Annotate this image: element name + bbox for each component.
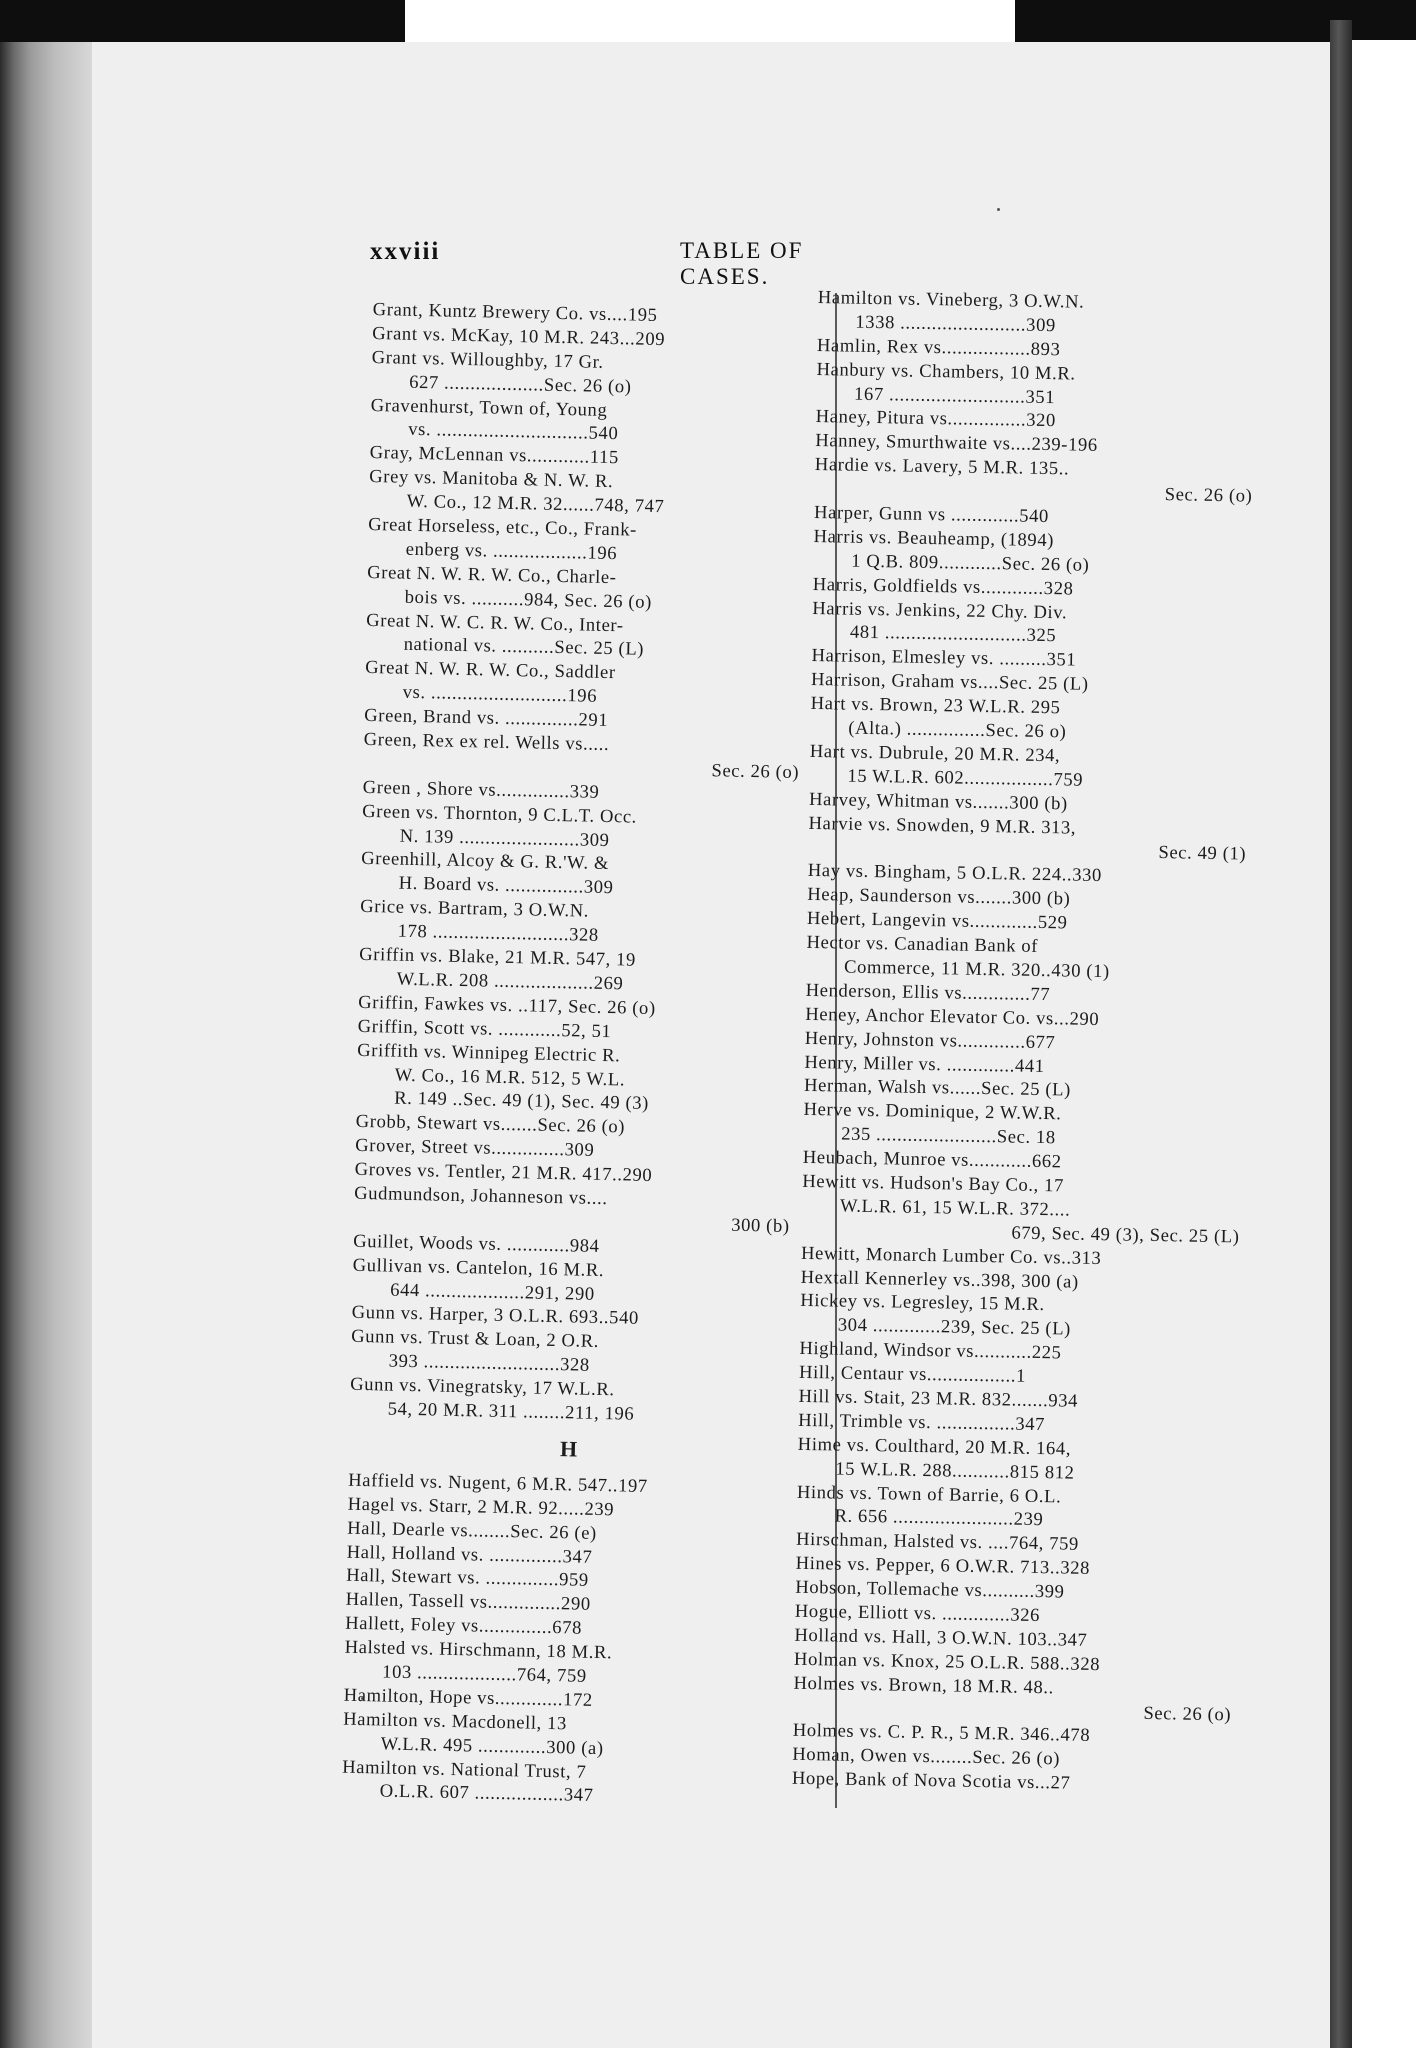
case-entry-line: Heap, Saunderson vs.......300 (b) bbox=[807, 884, 1071, 910]
case-entry-line: 1 Q.B. 809............Sec. 26 (o) bbox=[851, 550, 1090, 576]
case-entry-line: Hines vs. Pepper, 6 O.W.R. 713..328 bbox=[795, 1553, 1091, 1580]
case-entry-line: vs. ..........................196 bbox=[402, 681, 598, 708]
case-entry-line: Hope, Bank of Nova Scotia vs...27 bbox=[791, 1767, 1071, 1794]
case-entry-line: national vs. ..........Sec. 25 (L) bbox=[403, 634, 645, 661]
case-entry-line: Green, Rex ex rel. Wells vs..... bbox=[363, 728, 610, 756]
case-entry-line: bois vs. ..........984, Sec. 26 (o) bbox=[404, 586, 653, 613]
case-entry-line: Griffith vs. Winnipeg Electric R. bbox=[357, 1039, 621, 1066]
left-index-column bbox=[341, 298, 812, 1812]
case-entry-line: (Alta.) ...............Sec. 26 o) bbox=[848, 717, 1067, 743]
case-entry-line: 15 W.L.R. 602.................759 bbox=[847, 765, 1084, 791]
case-entry-line: Grant, Kuntz Brewery Co. vs....195 bbox=[372, 298, 658, 326]
case-entry-line: enberg vs. ..................196 bbox=[405, 538, 618, 565]
paper-speck bbox=[997, 208, 1000, 211]
case-entry-line: Hill, Centaur vs.................1 bbox=[798, 1361, 1027, 1387]
case-entry-line: Hextall Kennerley vs..398, 300 (a) bbox=[800, 1266, 1079, 1293]
page-binding-edge bbox=[0, 42, 92, 2048]
case-entry-line: 679, Sec. 49 (3), Sec. 25 (L) bbox=[1011, 1222, 1240, 1248]
case-entry-line: Great N. W. R. W. Co., Charle- bbox=[367, 561, 617, 588]
case-entry-line: 644 ...................291, 290 bbox=[390, 1279, 595, 1305]
case-entry-line: 1338 ........................309 bbox=[855, 311, 1057, 337]
case-entry-line: Heney, Anchor Elevator Co. vs...290 bbox=[805, 1003, 1100, 1030]
right-index-column bbox=[792, 286, 1260, 1799]
case-entry-line: Sec. 26 (o) bbox=[1143, 1702, 1232, 1725]
scan-top-border bbox=[0, 0, 1416, 42]
case-entry-line: 235 .......................Sec. 18 bbox=[841, 1123, 1056, 1149]
case-entry-line: Hogue, Elliott vs. .............326 bbox=[794, 1600, 1041, 1627]
case-entry-line: W. Co., 16 M.R. 512, 5 W.L. bbox=[394, 1064, 626, 1090]
case-entry-line: Herman, Walsh vs......Sec. 25 (L) bbox=[803, 1075, 1072, 1101]
case-entry-line: Grant vs. McKay, 10 M.R. 243...209 bbox=[372, 322, 666, 351]
case-entry-line: Gullivan vs. Cantelon, 16 M.R. bbox=[352, 1254, 605, 1281]
case-entry-line: vs. .............................540 bbox=[408, 419, 619, 445]
case-entry-line: 481 ...........................325 bbox=[849, 622, 1057, 647]
case-entry-line: Sec. 49 (1) bbox=[1158, 842, 1247, 866]
case-entry-line: Green, Brand vs. ..............291 bbox=[364, 705, 609, 732]
scan-top-dark-right bbox=[1015, 0, 1416, 42]
case-entry-line: Grant vs. Willoughby, 17 Gr. bbox=[371, 346, 604, 373]
case-entry-line: Hamilton vs. National Trust, 7 bbox=[342, 1756, 587, 1783]
case-entry-line: Hewitt, Monarch Lumber Co. vs..313 bbox=[800, 1242, 1102, 1269]
case-entry-line: 304 .............239, Sec. 25 (L) bbox=[837, 1314, 1072, 1340]
case-entry-line: W. Co., 12 M.R. 32......748, 747 bbox=[406, 490, 665, 518]
case-entry-line: 167 ..........................351 bbox=[853, 383, 1056, 408]
case-entry-line: Guillet, Woods vs. ............984 bbox=[353, 1230, 600, 1257]
case-entry-line: Gravenhurst, Town of, Young bbox=[370, 394, 608, 421]
case-entry-line: Hallett, Foley vs..............678 bbox=[345, 1612, 583, 1639]
case-entry-line: Hanbury vs. Chambers, 10 M.R. bbox=[816, 358, 1076, 385]
case-entry-line: Highland, Windsor vs...........225 bbox=[799, 1338, 1062, 1364]
case-entry-line: 15 W.L.R. 288...........815 812 bbox=[835, 1458, 1075, 1484]
case-entry-line: Hime vs. Coulthard, 20 M.R. 164, bbox=[797, 1433, 1072, 1460]
case-entry-line: Hall, Holland vs. ..............347 bbox=[346, 1541, 593, 1568]
case-entry-line: 103 ...................764, 759 bbox=[382, 1661, 587, 1687]
case-entry-line: Harris vs. Beauheamp, (1894) bbox=[813, 525, 1055, 552]
case-entry-line: Hart vs. Brown, 23 W.L.R. 295 bbox=[810, 693, 1061, 719]
case-entry-line: Holman vs. Knox, 25 O.L.R. 588..328 bbox=[793, 1648, 1101, 1675]
case-entry-line: Harris, Goldfields vs............328 bbox=[812, 573, 1074, 600]
case-entry-line: Great Horseless, etc., Co., Frank- bbox=[368, 513, 638, 541]
case-entry-line: H. Board vs. ...............309 bbox=[398, 873, 614, 899]
case-entry-line: Gray, McLennan vs............115 bbox=[369, 442, 620, 469]
case-entry-line: Hamilton, Hope vs.............172 bbox=[343, 1684, 594, 1711]
case-entry-line: 300 (b) bbox=[731, 1214, 790, 1237]
case-entry-line: Hickey vs. Legresley, 15 M.R. bbox=[800, 1290, 1045, 1316]
section-letter-heading: H bbox=[559, 1436, 579, 1462]
case-entry-line: Henderson, Ellis vs.............77 bbox=[805, 979, 1051, 1005]
page-number: xxviii bbox=[370, 238, 441, 265]
case-entry-line: Hirschman, Halsted vs. ....764, 759 bbox=[795, 1529, 1080, 1556]
case-entry-line: Holland vs. Hall, 3 O.W.N. 103..347 bbox=[794, 1624, 1088, 1651]
page-header bbox=[370, 238, 870, 289]
case-entry-line: Henry, Miller vs. .............441 bbox=[804, 1051, 1045, 1077]
case-entry-line: Harrison, Elmesley vs. .........351 bbox=[811, 645, 1077, 671]
case-entry-line: Hagel vs. Starr, 2 M.R. 92.....239 bbox=[347, 1493, 615, 1521]
case-entry-line: Greenhill, Alcoy & G. R.'W. & bbox=[361, 848, 610, 875]
case-entry-line: Commerce, 11 M.R. 320..430 (1) bbox=[843, 956, 1110, 983]
case-entry-line: Groves vs. Tentler, 21 M.R. 417..290 bbox=[354, 1158, 653, 1187]
case-entry-line: Haney, Pitura vs...............320 bbox=[815, 406, 1057, 432]
case-entry-line: Hallen, Tassell vs..............290 bbox=[345, 1589, 591, 1616]
case-entry-line: Holmes vs. C. P. R., 5 M.R. 346..478 bbox=[792, 1720, 1091, 1747]
case-entry-line: Green vs. Thornton, 9 C.L.T. Occ. bbox=[362, 800, 638, 828]
case-entry-line: 178 ..........................328 bbox=[397, 920, 600, 947]
case-entry-line: Halsted vs. Hirschmann, 18 M.R. bbox=[344, 1636, 613, 1664]
case-entry-line: Holmes vs. Brown, 18 M.R. 48.. bbox=[793, 1672, 1055, 1698]
case-entry-line: Harvey, Whitman vs.......300 (b) bbox=[808, 788, 1068, 815]
case-entry-line: Great N. W. C. R. W. Co., Inter- bbox=[366, 609, 624, 636]
case-entry-line: Gunn vs. Trust & Loan, 2 O.R. bbox=[351, 1326, 600, 1353]
case-entry-line: Herve vs. Dominique, 2 W.W.R. bbox=[803, 1099, 1062, 1125]
case-entry-line: Hewitt vs. Hudson's Bay Co., 17 bbox=[802, 1170, 1065, 1197]
case-entry-line: Heubach, Munroe vs............662 bbox=[802, 1146, 1062, 1173]
case-entry-line: Hall, Dearle vs........Sec. 26 (e) bbox=[347, 1517, 598, 1544]
case-entry-line: Harper, Gunn vs .............540 bbox=[813, 501, 1050, 528]
case-entry-line: Hill vs. Stait, 23 M.R. 832.......934 bbox=[798, 1385, 1079, 1412]
case-entry-line: O.L.R. 607 .................347 bbox=[379, 1780, 594, 1807]
case-entry-line: Sec. 26 (o) bbox=[1164, 484, 1253, 507]
case-entry-line: Hamlin, Rex vs.................893 bbox=[816, 334, 1061, 361]
case-entry-line: Harrison, Graham vs....Sec. 25 (L) bbox=[810, 669, 1089, 696]
case-entry-line: Hinds vs. Town of Barrie, 6 O.L. bbox=[796, 1481, 1062, 1507]
case-entry-line: Hamilton vs. Macdonell, 13 bbox=[343, 1708, 568, 1735]
case-entry-line: R. 656 .......................239 bbox=[834, 1505, 1044, 1531]
case-entry-line: Henry, Johnston vs.............677 bbox=[804, 1027, 1056, 1053]
case-entry-line: Grover, Street vs..............309 bbox=[355, 1134, 595, 1161]
case-entry-line: N. 139 .......................309 bbox=[399, 825, 610, 851]
case-entry-line: Hebert, Langevin vs.............529 bbox=[806, 908, 1068, 934]
case-entry-line: Sec. 26 (o) bbox=[711, 760, 800, 783]
case-entry-line: Harris vs. Jenkins, 22 Chy. Div. bbox=[812, 597, 1068, 623]
case-entry-line: Gunn vs. Harper, 3 O.L.R. 693..540 bbox=[351, 1302, 640, 1330]
scan-right-margin bbox=[1352, 40, 1416, 2048]
case-entry-line: Hanney, Smurthwaite vs....239-196 bbox=[815, 430, 1098, 457]
case-entry-line: 393 ..........................328 bbox=[388, 1350, 591, 1376]
case-entry-line: Hector vs. Canadian Bank of bbox=[806, 931, 1039, 957]
case-entry-line: Hill, Trimble vs. ...............347 bbox=[798, 1409, 1046, 1435]
case-entry-line: Hamilton vs. Vineberg, 3 O.W.N. bbox=[817, 286, 1085, 313]
case-entry-line: R. 149 ..Sec. 49 (1), Sec. 49 (3) bbox=[394, 1088, 650, 1115]
case-entry-line: Griffin vs. Blake, 21 M.R. 547, 19 bbox=[359, 943, 637, 971]
case-entry-line: Grey vs. Manitoba & N. W. R. bbox=[369, 466, 614, 493]
case-entry-line: W.L.R. 208 ...................269 bbox=[396, 968, 624, 995]
case-entry-line: 54, 20 M.R. 311 ........211, 196 bbox=[387, 1398, 635, 1425]
case-entry-line: Griffin, Fawkes vs. ..117, Sec. 26 (o) bbox=[358, 991, 656, 1019]
case-entry-line: Hay vs. Bingham, 5 O.L.R. 224..330 bbox=[807, 860, 1103, 887]
case-entry-line: W.L.R. 61, 15 W.L.R. 372.... bbox=[839, 1195, 1071, 1221]
case-entry-line: Grobb, Stewart vs.......Sec. 26 (o) bbox=[355, 1111, 626, 1138]
case-entry-line: Gudmundson, Johanneson vs.... bbox=[354, 1182, 608, 1210]
running-title: TABLE OF CASES. bbox=[680, 238, 804, 289]
case-entry-line: Hardie vs. Lavery, 5 M.R. 135.. bbox=[814, 454, 1070, 480]
case-entry-line: Haffield vs. Nugent, 6 M.R. 547..197 bbox=[348, 1469, 649, 1497]
page-right-edge bbox=[1330, 20, 1352, 2048]
case-entry-line: Harvie vs. Snowden, 9 M.R. 313, bbox=[808, 812, 1077, 839]
scan-top-dark-left bbox=[0, 0, 405, 42]
case-entry-line: Griffin, Scott vs. ............52, 51 bbox=[357, 1015, 612, 1042]
case-entry-line: Great N. W. R. W. Co., Saddler bbox=[365, 657, 616, 684]
case-entry-line: W.L.R. 495 .............300 (a) bbox=[380, 1733, 604, 1759]
case-entry-line: Green , Shore vs..............339 bbox=[362, 776, 600, 803]
case-entry-line: Grice vs. Bartram, 3 O.W.N. bbox=[360, 896, 590, 922]
case-entry-line: Hart vs. Dubrule, 20 M.R. 234, bbox=[809, 740, 1061, 767]
case-entry-line: Hobson, Tollemache vs..........399 bbox=[795, 1576, 1065, 1603]
case-entry-line: Homan, Owen vs........Sec. 26 (o) bbox=[792, 1744, 1061, 1770]
case-entry-line: Hall, Stewart vs. ..............959 bbox=[346, 1565, 589, 1592]
case-entry-line: 627 ...................Sec. 26 (o) bbox=[409, 371, 632, 398]
case-entry-line: Gunn vs. Vinegratsky, 17 W.L.R. bbox=[350, 1373, 615, 1401]
